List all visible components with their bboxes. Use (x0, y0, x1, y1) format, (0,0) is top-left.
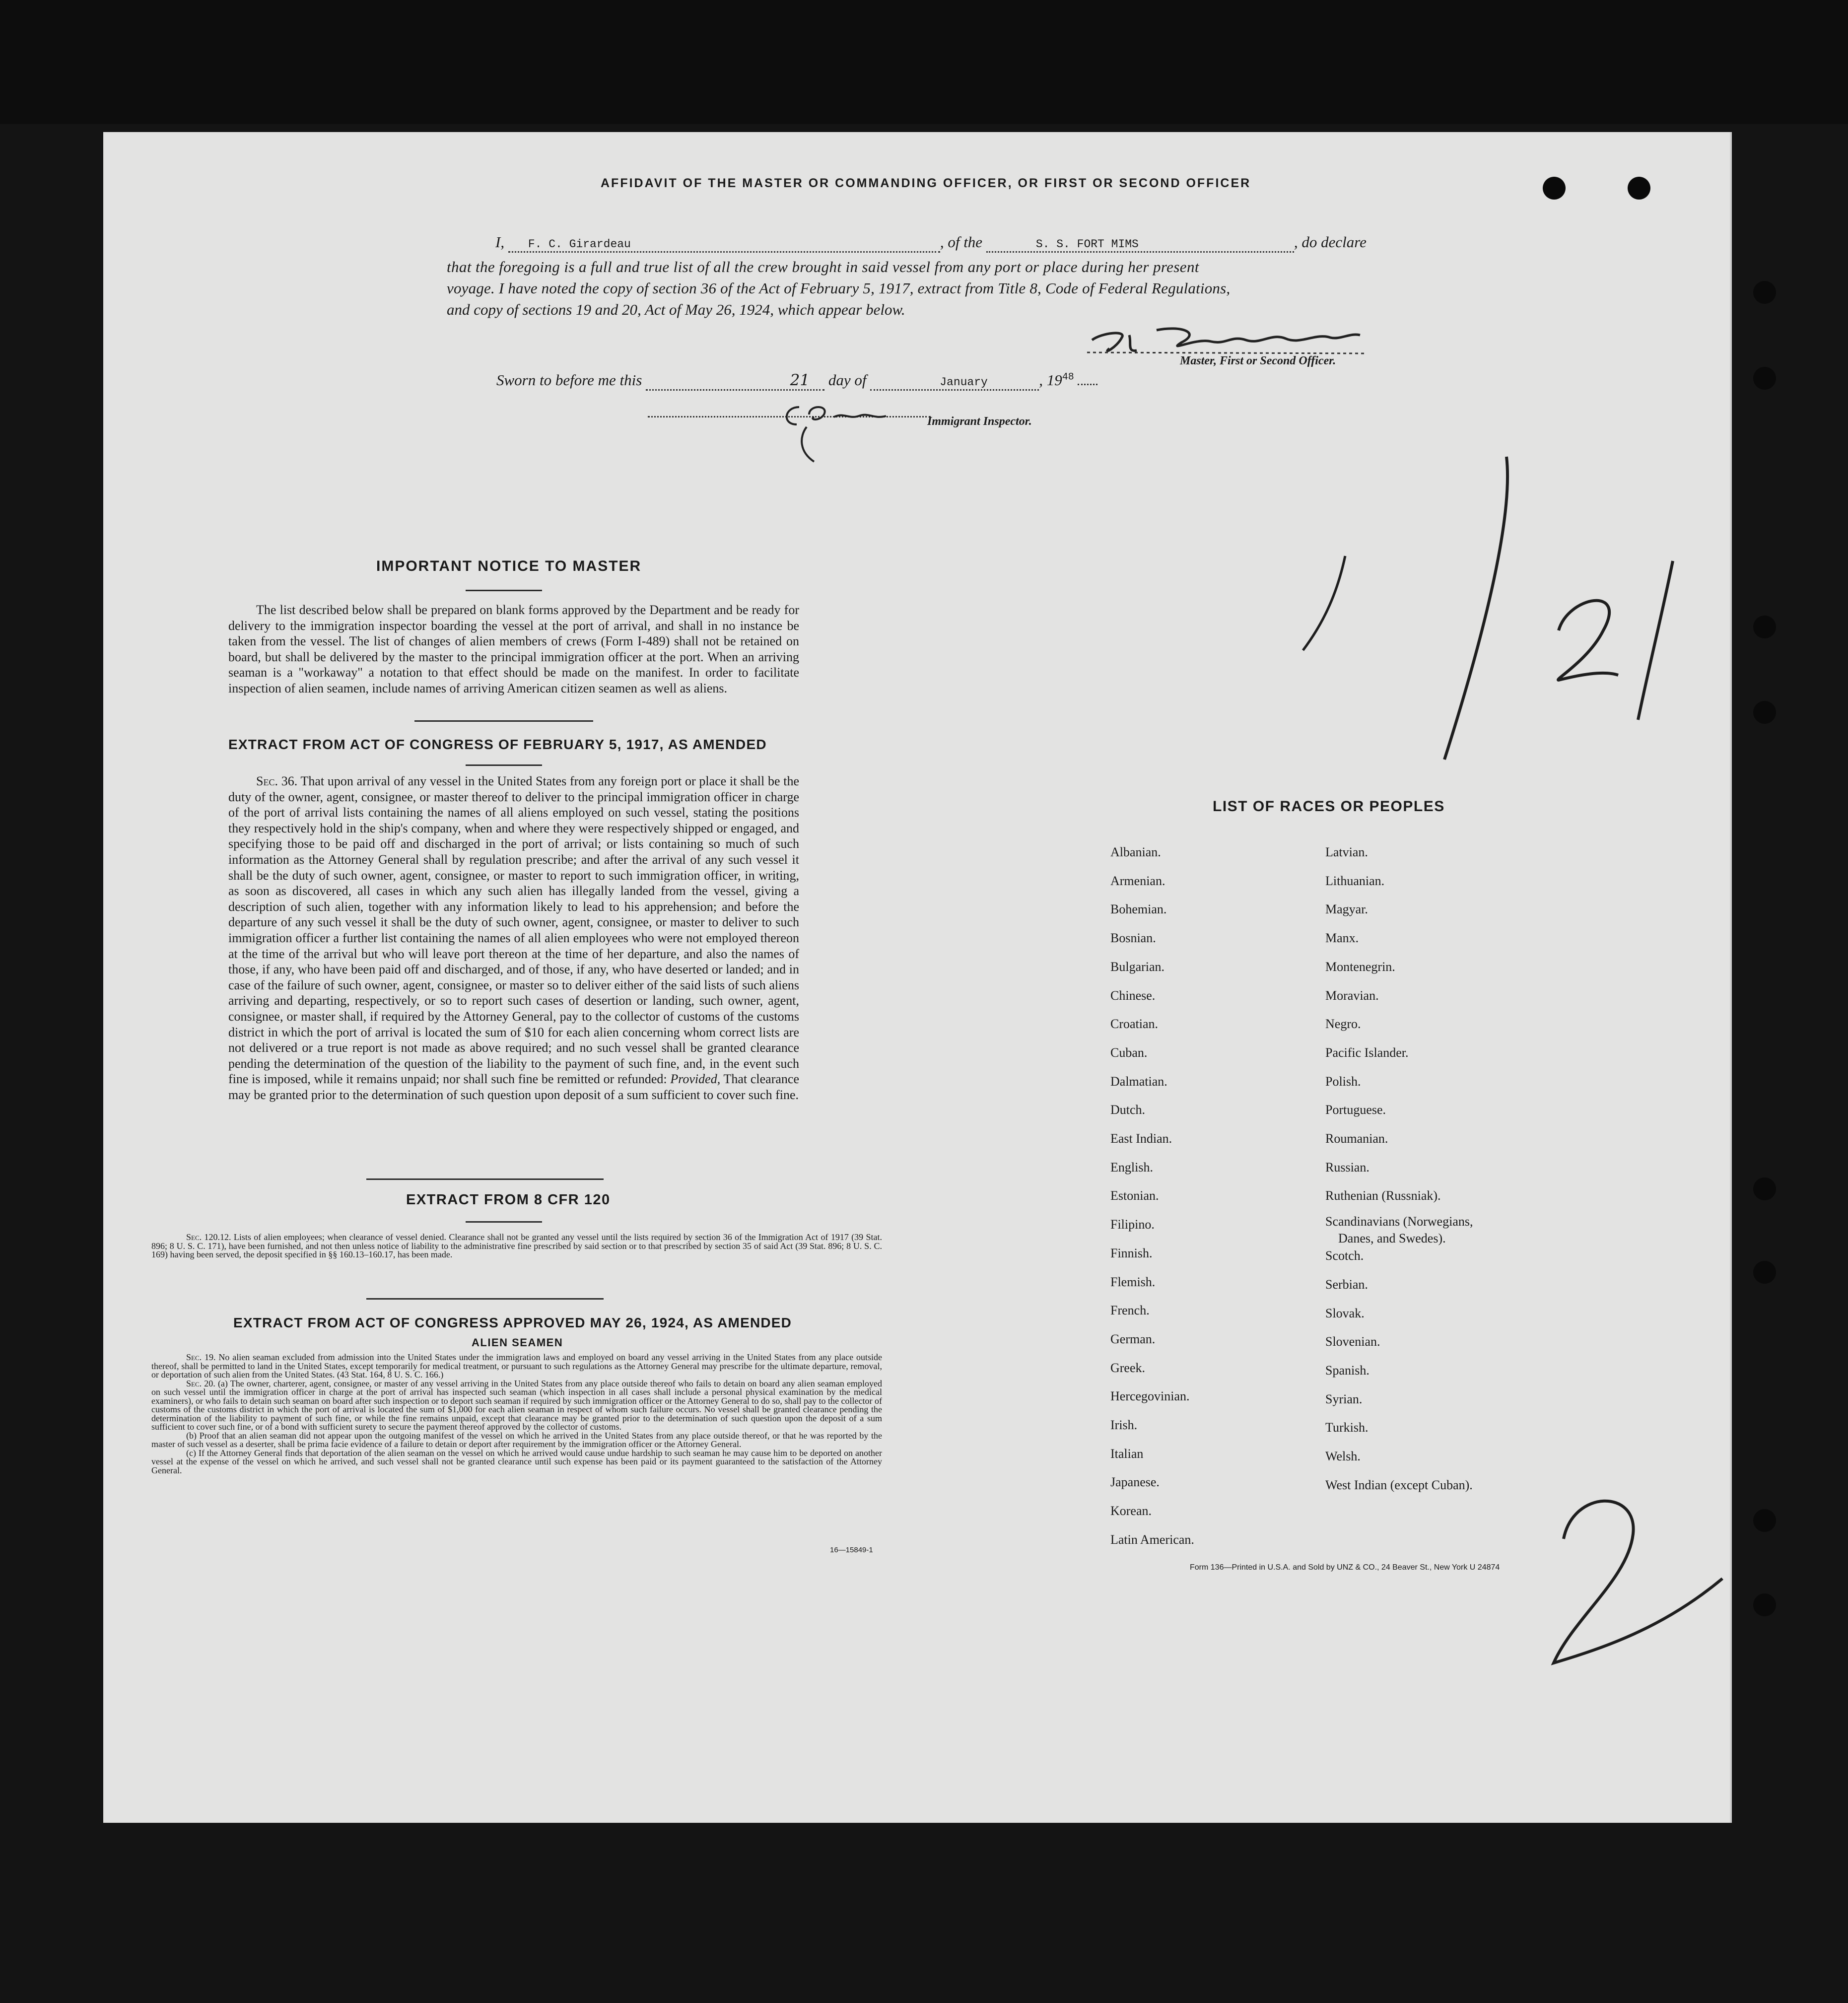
sec-20-label: Sec. 20. (186, 1378, 215, 1388)
race-item: Bohemian. (1110, 902, 1167, 917)
sworn-label: Sworn to before me this (496, 371, 642, 389)
race-item: Albanian. (1110, 845, 1161, 859)
race-item: Portuguese. (1325, 1103, 1386, 1117)
notice-title: IMPORTANT NOTICE TO MASTER (376, 558, 642, 574)
race-item: Armenian. (1110, 873, 1165, 888)
year-label: , 19 (1039, 371, 1062, 389)
sec-19-body: No alien seaman excluded from admission into the United States under the immigration laws and employed on board any vessel arriving in the United States from any place outside thereof, shall be permitted to land in the United States, except temporarily for medical treatment, or pursuant to such regulations as the Attorney General may prescribe for the ultimate departure, removal, or deportation of such alien from the United States. (43 Stat. 164, 8 U. S. C. 166.) (151, 1352, 882, 1380)
sworn-month: January (940, 376, 988, 389)
race-item: German. (1110, 1331, 1156, 1346)
scanner-frame (0, 0, 1848, 124)
race-item: Cuban. (1110, 1045, 1148, 1060)
extract-1917-separator (366, 1178, 604, 1180)
race-item: Italian (1110, 1446, 1144, 1461)
races-title: LIST OF RACES OR PEOPLES (1213, 798, 1445, 815)
sec-20a-body: (a) The owner, charterer, agent, consignee, or master of any vessel arriving in the United States from any place outside thereof who fails to detain on board any alien seaman employed on such vessel until the immigration officer in charge at the port of arrival has inspected such seaman (which inspection in all cases shall include a personal physical examination by the medical examiners), or who fails to detain such seaman on board after such inspection or to deport such seaman if required by such immigration officer or the Attorney General to do so, shall pay to the collector of customs of the customs district in which the port of arrival is located the sum of $1,000 for each alien seaman in respect of whom such failure occurs. No vessel shall be granted clearance pending the determination of the liability to payment of such fine, or while the fine remains unpaid, except that clearance may be granted prior to the determination of such question upon the deposit of a sum sufficient to cover such fine, or of a bond with sufficient surety to secure the payment thereof approved by the collector of customs. (151, 1378, 883, 1432)
cfr-title: EXTRACT FROM 8 CFR 120 (406, 1192, 611, 1208)
do-declare-label: , do declare (1294, 233, 1367, 251)
alien-seamen-subtitle: ALIEN SEAMEN (472, 1336, 563, 1349)
declaration-line-1 (495, 233, 1367, 253)
master-label: Master, First or Second Officer. (1180, 354, 1336, 367)
race-item: Serbian. (1325, 1277, 1368, 1292)
declaration-line-2: that the foregoing is a full and true list of all the crew brought in said vessel from any port or place during her present (447, 258, 1199, 276)
extract-1924-text (151, 1353, 882, 1475)
race-item: Magyar. (1325, 902, 1368, 917)
race-item: English. (1110, 1160, 1153, 1174)
race-item: Pacific Islander. (1325, 1045, 1409, 1060)
handwritten-page-number (1544, 1469, 1742, 1678)
notice-rule (466, 590, 542, 591)
race-item: Slovak. (1325, 1306, 1365, 1320)
punch-hole (1753, 1261, 1776, 1284)
sec-19-label: Sec. 19. (186, 1352, 216, 1362)
race-item: Polish. (1325, 1074, 1361, 1089)
extract-1917-rule (466, 764, 542, 766)
race-item: Latvian. (1325, 845, 1368, 859)
race-item: Welsh. (1325, 1449, 1361, 1464)
race-item: Latin American. (1110, 1532, 1194, 1547)
race-item: Danes, and Swedes). (1338, 1231, 1446, 1246)
cfr-separator (366, 1298, 604, 1300)
race-item: Croatian. (1110, 1017, 1159, 1032)
punch-hole (1543, 177, 1566, 200)
race-item: Lithuanian. (1325, 873, 1385, 888)
race-item: Russian. (1325, 1160, 1369, 1174)
provided-label: Provided, (670, 1072, 721, 1087)
race-item: East Indian. (1110, 1131, 1172, 1146)
vessel-name: S. S. FORT MIMS (1035, 238, 1139, 251)
sworn-day-field (646, 371, 824, 391)
inspector-label: Immigrant Inspector. (927, 415, 1032, 428)
race-item: Spanish. (1325, 1363, 1369, 1378)
declarant-field (508, 233, 940, 253)
cfr-sec-label: Sec. 120.12. (186, 1232, 231, 1242)
race-item: Ruthenian (Russniak). (1325, 1188, 1441, 1203)
race-item: Filipino. (1110, 1217, 1155, 1232)
race-item: Finnish. (1110, 1245, 1153, 1260)
race-item: Montenegrin. (1325, 959, 1395, 974)
vessel-field (986, 233, 1294, 253)
race-item: Dalmatian. (1110, 1074, 1167, 1089)
race-item: Turkish. (1325, 1420, 1369, 1435)
sec-19-paragraph (151, 1353, 882, 1380)
race-item: French. (1110, 1303, 1150, 1318)
race-item: Bulgarian. (1110, 959, 1165, 974)
sec-36-tail: That clearance may be granted prior to the determination of such question upon deposit of a sum sufficient to cover such fine. (228, 1072, 799, 1102)
of-the-label: , of the (940, 233, 983, 251)
races-column-1 (1110, 838, 1194, 1554)
race-item: Flemish. (1110, 1274, 1156, 1289)
race-item: Chinese. (1110, 988, 1156, 1003)
inspector-signature (779, 397, 893, 467)
extract-1917-text (228, 773, 799, 1103)
race-item: Korean. (1110, 1504, 1152, 1519)
form-footer: Form 136—Printed in U.S.A. and Sold by UNZ & CO., 24 Beaver St., New York U 24874 (1190, 1563, 1500, 1572)
punch-hole (1753, 616, 1776, 638)
races-column-2 (1325, 838, 1473, 1499)
extract-1924-title: EXTRACT FROM ACT OF CONGRESS APPROVED MAY 26, 1924, AS AMENDED (233, 1315, 792, 1330)
declarant-name: F. C. Girardeau (528, 238, 631, 251)
race-item: Estonian. (1110, 1188, 1159, 1203)
race-item: Dutch. (1110, 1103, 1146, 1117)
declaration-line-3: voyage. I have noted the copy of section 36 of the Act of February 5, 1917, extract from Title 8, Code of Federal Regulations, (447, 279, 1231, 297)
sec-20b-paragraph: (b) Proof that an alien seaman did not appear upon the outgoing manifest of the vessel on which he arrived in the United States from any place outside thereof, or that he was reported by the master of such vessel as a deserter, shall be prima facie evidence of a failure to detain or deport after requirement by the immigration officer or the Attorney General. (151, 1430, 882, 1449)
race-item: Greek. (1110, 1360, 1146, 1375)
punch-hole (1753, 281, 1776, 304)
race-item: West Indian (except Cuban). (1325, 1477, 1473, 1492)
race-item: Irish. (1110, 1418, 1138, 1433)
sworn-year: 48 (1062, 371, 1074, 383)
extract-1917-title: EXTRACT FROM ACT OF CONGRESS OF FEBRUARY 5, 1917, AS AMENDED (228, 737, 767, 752)
cfr-text (151, 1233, 882, 1259)
sec-20a-paragraph (151, 1380, 882, 1432)
race-item: Roumanian. (1325, 1131, 1388, 1146)
race-item: Moravian. (1325, 988, 1379, 1003)
punch-hole (1753, 367, 1776, 390)
race-item: Scandinavians (Norwegians, (1325, 1214, 1473, 1229)
punch-hole (1753, 1177, 1776, 1200)
day-of-label: day of (828, 371, 867, 389)
cfr-rule (466, 1221, 542, 1223)
race-item: Syrian. (1325, 1391, 1363, 1406)
declaration-line-4: and copy of sections 19 and 20, Act of May 26, 1924, which appear below. (447, 301, 905, 318)
handwritten-date-mark (1281, 442, 1698, 789)
year-field-tail (1078, 384, 1097, 385)
race-item: Slovenian. (1325, 1334, 1380, 1349)
punch-hole (1628, 177, 1650, 200)
race-item: Manx. (1325, 931, 1359, 946)
sworn-day: 21 (790, 371, 810, 389)
notice-separator (414, 720, 593, 722)
punch-hole (1753, 1593, 1776, 1616)
sec-36-body: That upon arrival of any vessel in the United States from any foreign port or place it shall be the duty of the owner, agent, consignee, or master thereof to deliver to the principal immigration officer in charge of the port of arrival lists containing the names of all aliens employed on such vessel, stating the positions they respectively hold in the ship's company, when and where they were respectively shipped or engaged, and specifying those to be paid off and discharged in the port of arrival; or lists containing so much of such information as the Attorney General shall by regulation prescribe; and after the arrival of any such vessel it shall be the duty of such owner, agent, consignee, or master to report to such immigration officer, in writing, as soon as discovered, all cases in which any such alien has illegally landed from the vessel, giving a description of such alien, together with any information likely to lead to his apprehension; and before the departure of any such vessel it shall be the duty of such owner, agent, consignee, or master to deliver to such immigration officer a further list containing the names of all alien employees who were not employed thereon at the time of the arrival but who will leave port thereon at the time of her departure, and also the names of those, if any, who have been paid off and discharged, and of those, if any, who have deserted or landed; and in case of the failure of such owner, agent, consignee, or master so to deliver either of the said lists of such aliens arriving and departing, respectively, or so to report such cases of desertion or landing, such owner, agent, consignee, or master shall, if required by the Attorney General, pay to the collector of customs of the customs district in which the port of arrival is located the sum of $10 for each alien concerning whom correct lists are not delivered or a true report is not made as above required; and no such vessel shall be granted clearance pending the determination of the question of the liability to the payment of such fine, and, in the event such fine is imposed, while it remains unpaid; nor shall such fine be remitted or refunded: (228, 774, 800, 1087)
form-code: 16—15849-1 (830, 1546, 873, 1554)
race-item: Hercegovinian. (1110, 1389, 1190, 1404)
race-item: Scotch. (1325, 1248, 1364, 1263)
sworn-line (496, 371, 1097, 391)
race-item: Negro. (1325, 1017, 1361, 1032)
sworn-month-field (870, 371, 1039, 391)
declarant-prefix: I, (495, 233, 505, 251)
race-item: Japanese. (1110, 1475, 1160, 1490)
affidavit-title: AFFIDAVIT OF THE MASTER OR COMMANDING OFFICER, OR FIRST OR SECOND OFFICER (601, 176, 1251, 190)
notice-text: The list described below shall be prepared on blank forms approved by the Department and be ready for delivery to the immigration inspector boarding the vessel at the port of arrival, and shall in no instance be taken from the vessel. The list of changes of alien members of crews (Form I-489) shall not be retained on board, but shall be delivered by the master to the principal immigration officer at the port. When an arriving seaman is a "workaway" a notation to that effect should be made on the manifest. In order to facilitate inspection of alien seamen, include names of arriving American citizen seamen as well as aliens. (228, 603, 799, 695)
race-item: Bosnian. (1110, 931, 1156, 946)
cfr-body: Lists of alien employees; when clearance of vessel denied. Clearance shall not be granted any vessel until the lists required by section 36 of the Immigration Act of 1917 (39 Stat. 896; 8 U. S. C. 171), have been furnished, and not then unless notice of liability to the administrative fine prescribed by said section or to that prescribed by section 35 of said Act (39 Stat. 896; 8 U. S. C. 169) having been served, the deposit specified in §§ 160.13–160.17, has been made. (151, 1232, 883, 1259)
punch-hole (1753, 701, 1776, 724)
sec-20c-paragraph: (c) If the Attorney General finds that deportation of the alien seaman on the vessel on which he arrived would cause undue hardship to such seaman he may cause him to be deported on another vessel at the expense of the vessel on which he arrived, and such vessel shall not be granted clearance until such expense has been paid or its payment guaranteed to the satisfaction of the Attorney General. (151, 1448, 882, 1475)
sec-36-label: Sec. 36. (256, 774, 298, 788)
punch-hole (1753, 1509, 1776, 1532)
